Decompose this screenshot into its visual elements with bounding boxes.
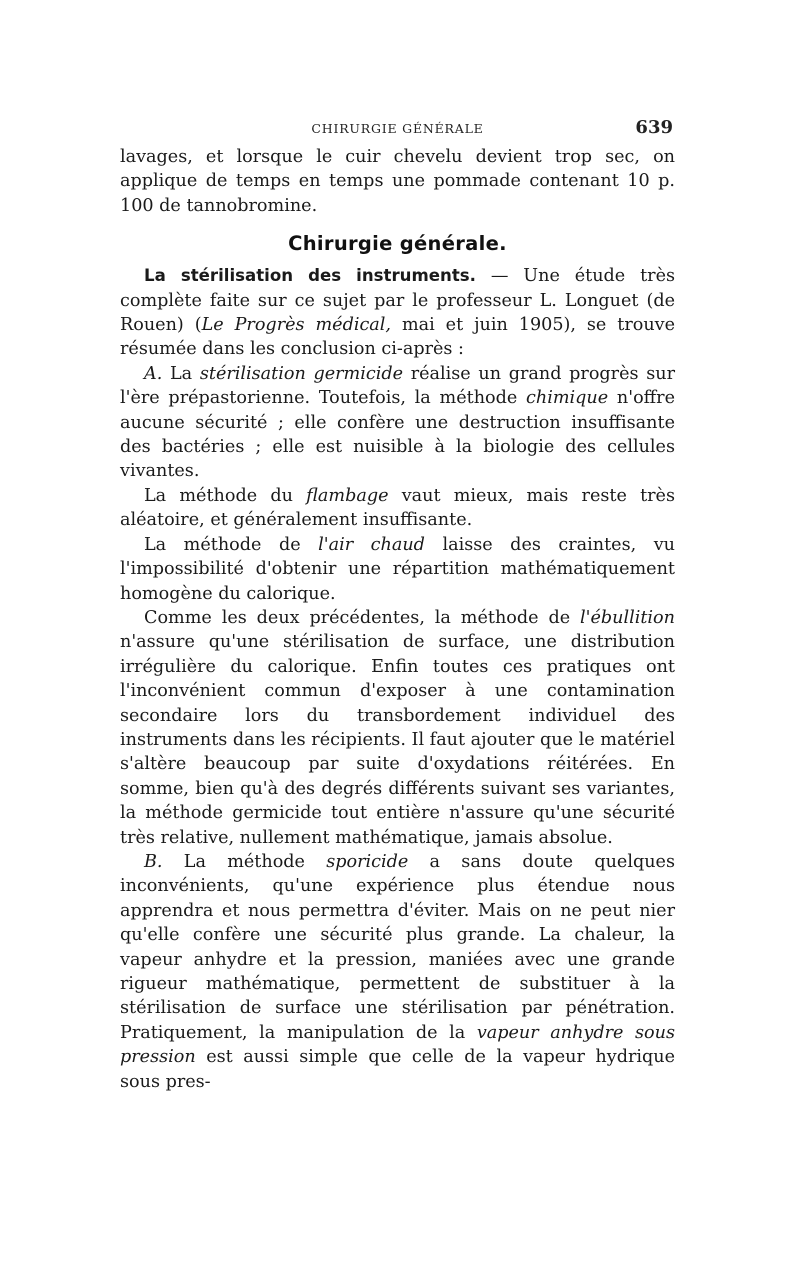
paragraph-b-label: B. (144, 851, 163, 872)
air-chaud-text-1: La méthode de (144, 534, 319, 555)
journal-title: Le Progrès médical, (201, 315, 392, 336)
paragraph-a-label: A. (144, 363, 163, 384)
paragraph-b (120, 850, 675, 1094)
article-intro-text-b: mai et juin 1905), se trouve résumée dans les conclusion ci-après : (120, 315, 676, 360)
paragraph-b-text-1: La méthode (162, 851, 327, 872)
page-number: 639 (635, 117, 673, 138)
air-chaud-text-2: laisse des craintes, vu l'impossibilité d'obtenir une répartition mathématiquement homogène du calorique. (120, 534, 675, 604)
section-heading: Chirurgie générale. (288, 232, 507, 256)
term-chimique: chimique (526, 388, 609, 409)
book-page (120, 115, 675, 1094)
paragraph-flambage (120, 484, 675, 533)
ebullition-text-2: n'assure qu'une stérilisation de surface, une distribution irrégulière du calorique. Enfin toutes ces pratiques ont l'inconvénient commun d'exposer à une contamination secondaire lors du transbordement individuel des instruments dans les récipients. Il faut ajouter que le matériel s'altère beaucoup par suite d'oxydations réitérées. En somme, bien qu'à des degrés différents suivant ses variantes, la méthode germicide tout entière n'assure qu'une sécurité très relative, nullement mathématique, jamais absolue. (120, 632, 675, 848)
article-intro-paragraph (120, 264, 675, 362)
running-head-title: CHIRURGIE GÉNÉRALE (311, 121, 484, 136)
article-dash: — (475, 266, 524, 287)
term-flambage: flambage (306, 485, 389, 506)
ebullition-text-1: Comme les deux précédentes, la méthode de (144, 607, 581, 628)
paragraph-a-text-3: n'offre aucune sécurité ; elle confère une destruction insuffisante des bactéries ; elle est nuisible à la biologie des cellules vivantes. (120, 388, 675, 482)
flambage-text-2: vaut mieux, mais reste très aléatoire, et généralement insuffisante. (120, 485, 675, 531)
term-vapeur-anhydre: vapeur anhydre sous pression (120, 1022, 676, 1068)
paragraph-b-text-2: a sans doute quelques inconvénients, qu'une expérience plus étendue nous apprendra et nous permettra d'éviter. Mais on ne peut nier qu'elle confère une sécurité plus grande. La chaleur, la vapeur anhydre et la pression, maniées avec une grande rigueur mathématique, permettent de substituer à la stérilisation de surface une stérilisation par pénétration. Pratiquement, la manipulation de la (120, 851, 675, 1043)
term-ebullition: l'ébullition (580, 607, 675, 628)
paragraph-a (120, 362, 675, 484)
article-intro-text-a: Une étude très complète faite sur ce sujet par le professeur L. Longuet (de Rouen) ( (120, 266, 676, 336)
paragraph-air-chaud (120, 533, 675, 606)
paragraph-a-text-2: réalise un grand progrès sur l'ère prépastorienne. Toutefois, la méthode (120, 363, 675, 409)
term-sterilisation-germicide: stérilisation germicide (199, 363, 404, 384)
running-head (120, 115, 675, 141)
flambage-text-1: La méthode du (144, 485, 307, 506)
paragraph-ebullition (120, 606, 675, 850)
term-air-chaud: l'air chaud (318, 534, 425, 555)
intro-paragraph: lavages, et lorsque le cuir chevelu devient trop sec, on applique de temps en temps une pommade contenant 10 p. 100 de tannobromine. (120, 147, 675, 216)
paragraph-a-text-1: La (162, 363, 200, 384)
term-sporicide: sporicide (326, 851, 409, 872)
article-title: La stérilisation des instruments. (144, 266, 476, 286)
paragraph-b-text-3: est aussi simple que celle de la vapeur hydrique sous pres- (120, 1047, 675, 1092)
